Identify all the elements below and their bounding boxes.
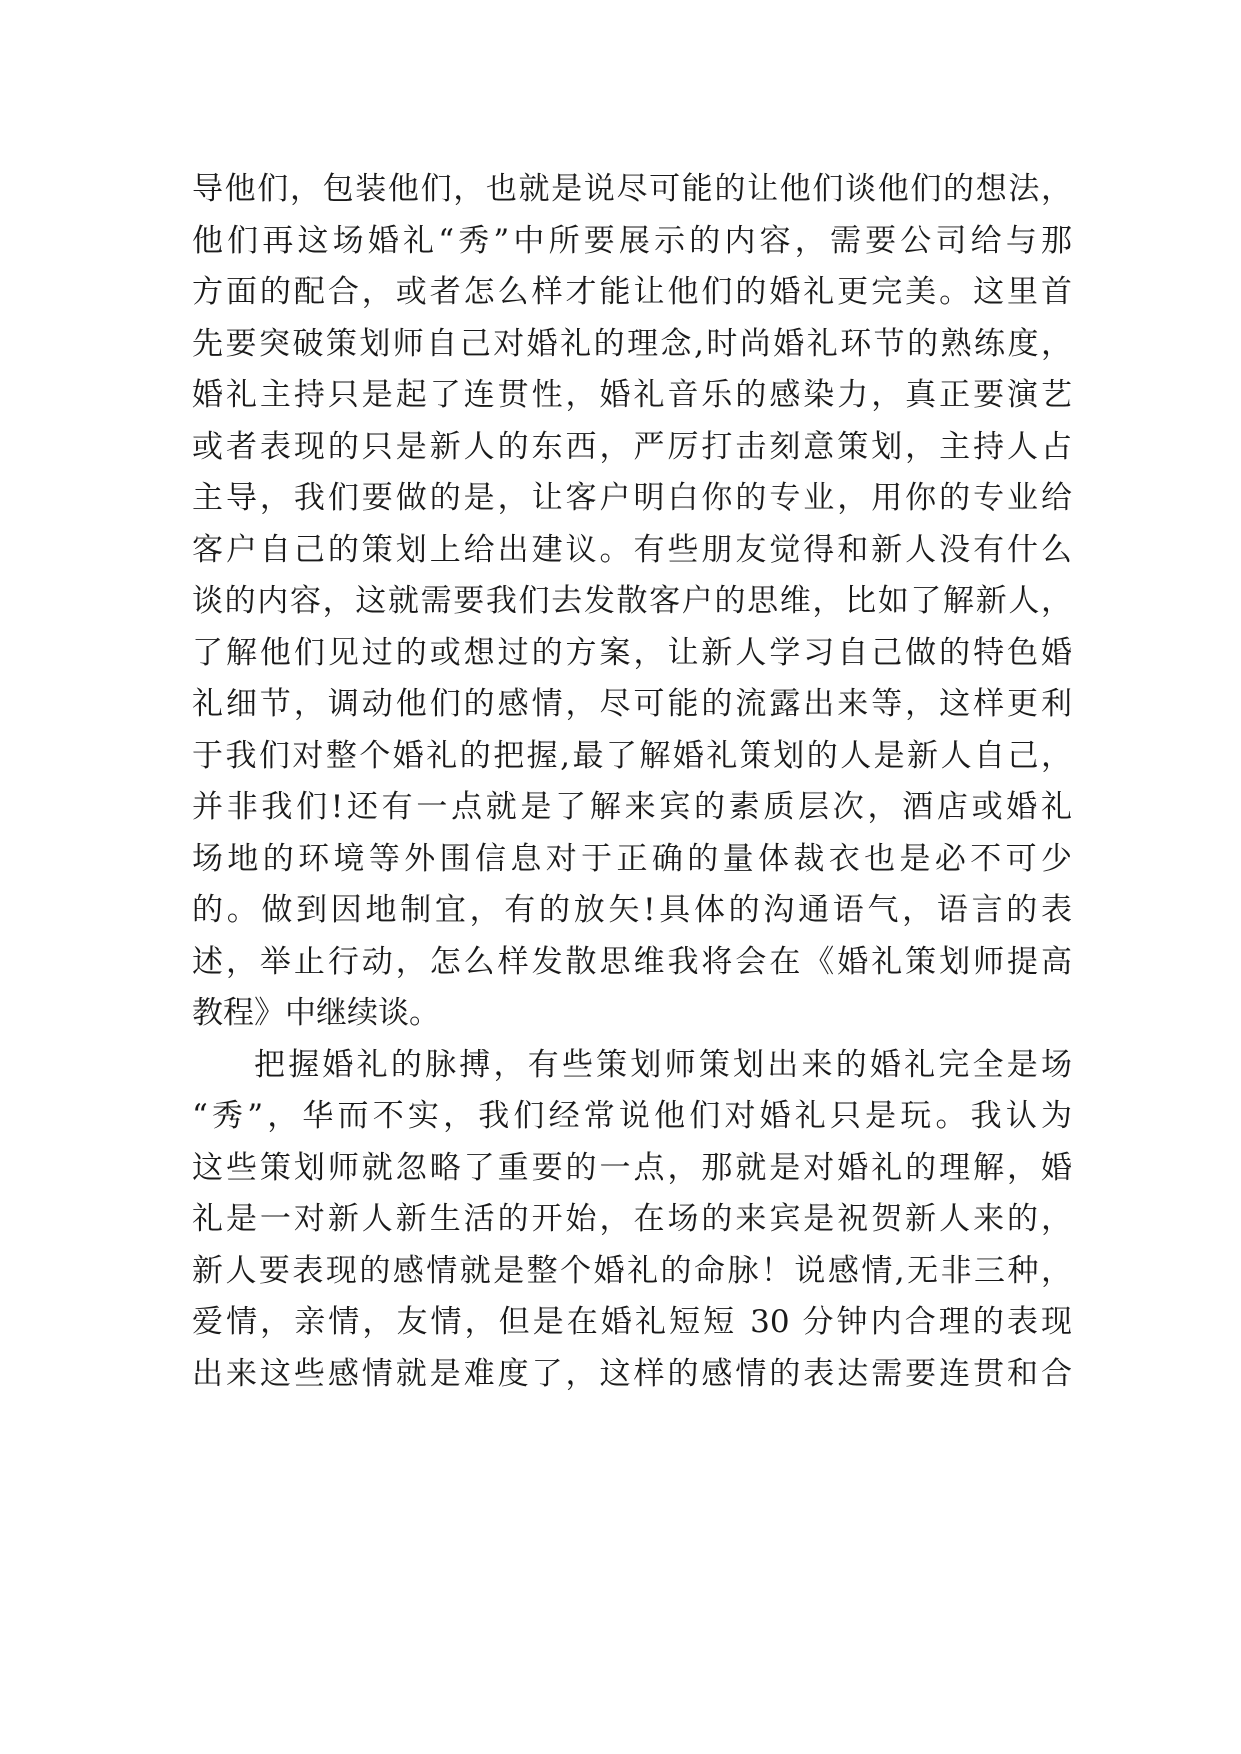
text-line: 主导，我们要做的是，让客户明白你的专业，用你的专业给 xyxy=(192,480,1072,516)
text-line: 礼细节，调动他们的感情，尽可能的流露出来等，这样更利 xyxy=(192,686,1072,722)
text-line: 礼是一对新人新生活的开始，在场的来宾是祝贺新人来的， xyxy=(192,1201,1072,1237)
text-line: 把握婚礼的脉搏，有些策划师策划出来的婚礼完全是场 xyxy=(254,1046,1072,1083)
body-text xyxy=(192,164,1072,1400)
text-line: 于我们对整个婚礼的把握,最了解婚礼策划的人是新人自己， xyxy=(192,737,1072,774)
text-line: 方面的配合，或者怎么样才能让他们的婚礼更完美。这里首 xyxy=(192,274,1072,310)
text-line: 或者表现的只是新人的东西，严厉打击刻意策划，主持人占 xyxy=(192,428,1072,465)
text-line: 场地的环境等外围信息对于正确的量体裁衣也是必不可少 xyxy=(192,840,1072,877)
text-line: 先要突破策划师自己对婚礼的理念,时尚婚礼环节的熟练度， xyxy=(192,325,1072,362)
text-line: 述，举止行动，怎么样发散思维我将会在《婚礼策划师提高 xyxy=(192,943,1072,980)
text-line: 导他们，包装他们，也就是说尽可能的让他们谈他们的想法， xyxy=(192,171,1072,207)
text-line: 婚礼主持只是起了连贯性，婚礼音乐的感染力，真正要演艺 xyxy=(192,377,1072,413)
text-line: 他们再这场婚礼“秀”中所要展示的内容，需要公司给与那 xyxy=(192,222,1072,259)
paragraph-2 xyxy=(192,1040,1072,1401)
text-line: 谈的内容，这就需要我们去发散客户的思维，比如了解新人， xyxy=(192,583,1072,619)
text-line: 客户自己的策划上给出建议。有些朋友觉得和新人没有什么 xyxy=(192,531,1072,568)
text-line: 这些策划师就忽略了重要的一点，那就是对婚礼的理解，婚 xyxy=(192,1149,1072,1186)
text-line: 了解他们见过的或想过的方案，让新人学习自己做的特色婚 xyxy=(192,634,1072,671)
text-line: “秀”，华而不实，我们经常说他们对婚礼只是玩。我认为 xyxy=(192,1098,1072,1134)
text-line: 新人要表现的感情就是整个婚礼的命脉！说感情,无非三种， xyxy=(192,1252,1072,1289)
text-line: 出来这些感情就是难度了，这样的感情的表达需要连贯和合 xyxy=(192,1355,1072,1392)
text-line: 爱情，亲情，友情，但是在婚礼短短 30 分钟内合理的表现 xyxy=(192,1304,1072,1340)
paragraph-1 xyxy=(192,164,1072,1040)
text-line: 并非我们!还有一点就是了解来宾的素质层次，酒店或婚礼 xyxy=(192,789,1072,825)
text-line: 的。做到因地制宜，有的放矢!具体的沟通语气，语言的表 xyxy=(192,892,1072,928)
text-line: 教程》中继续谈。 xyxy=(192,995,440,1031)
